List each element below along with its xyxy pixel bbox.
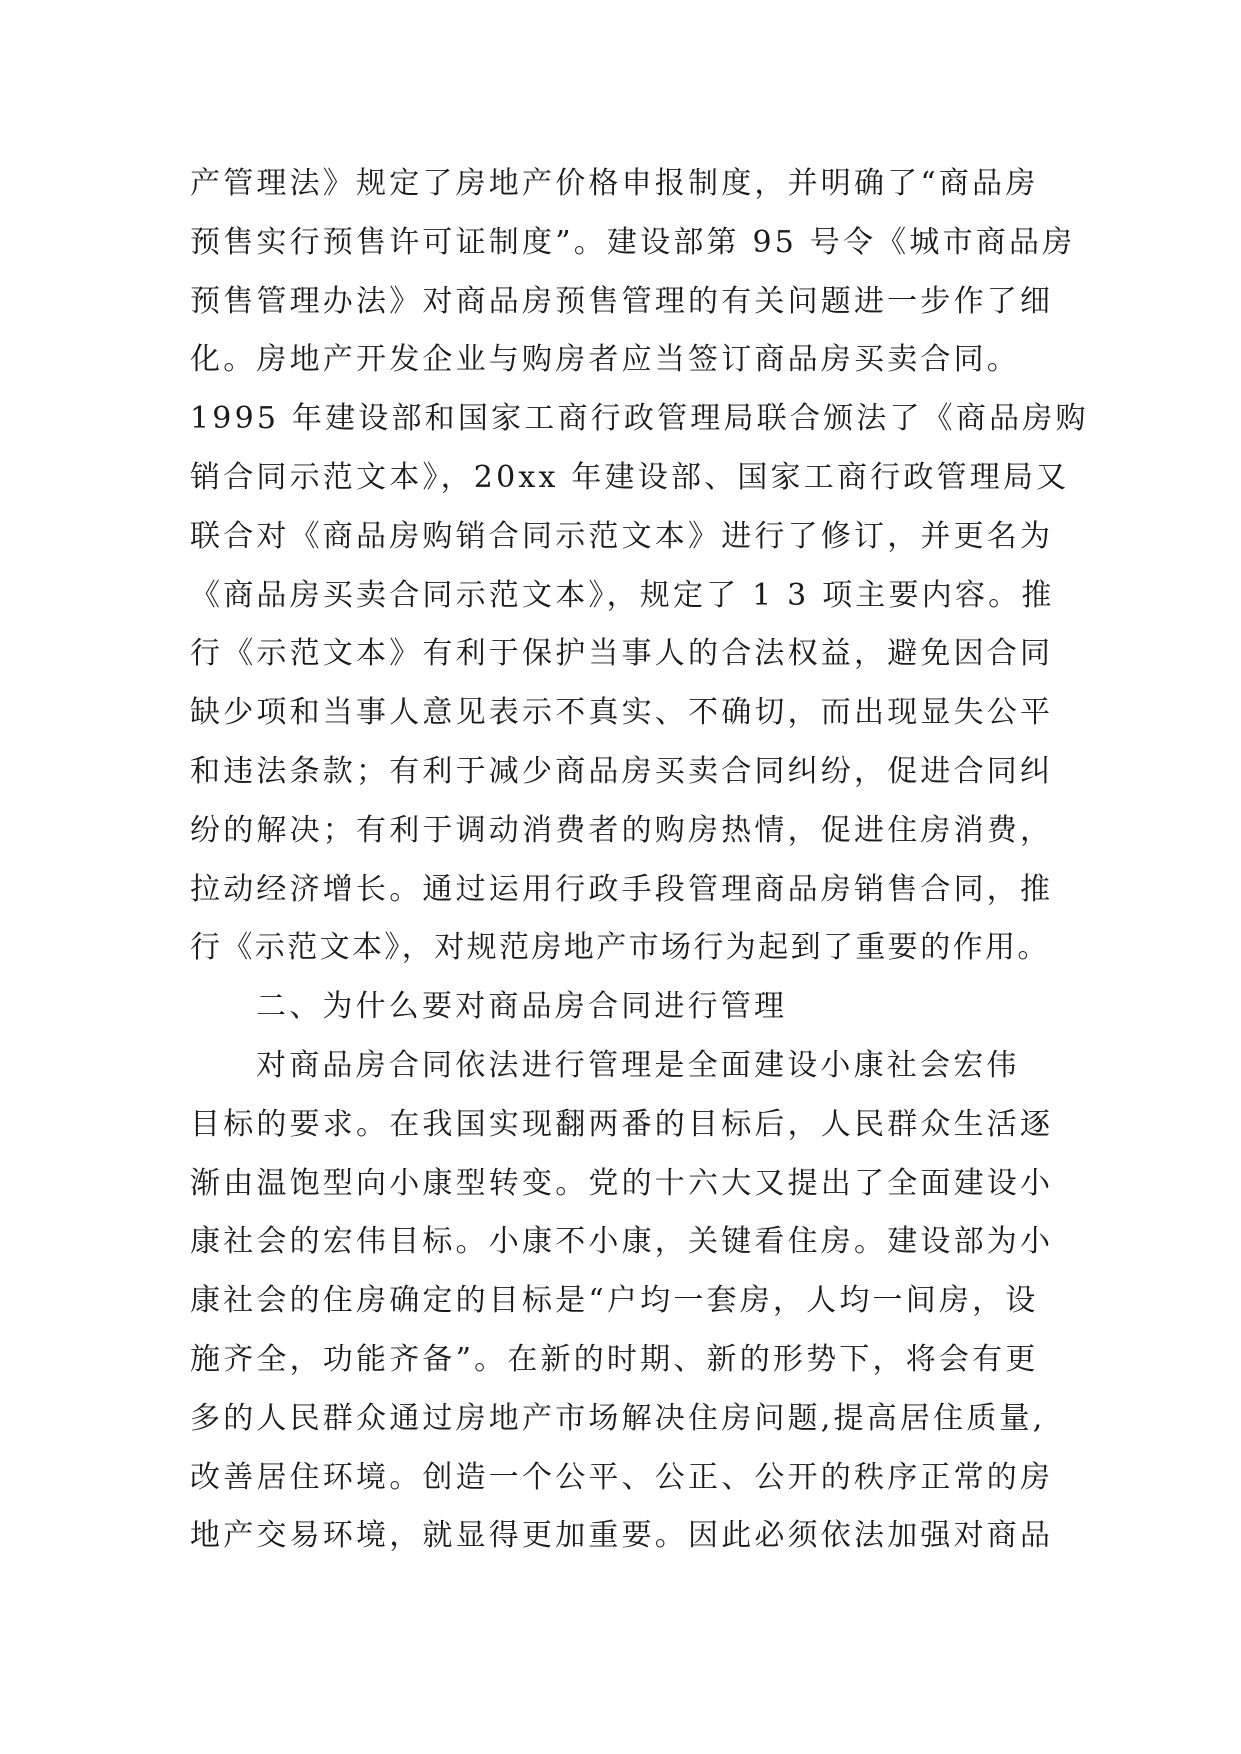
text-line: 和违法条款；有利于减少商品房买卖合同纠纷，促进合同纠 xyxy=(190,753,1054,789)
text-line: 预售管理办法》对商品房预售管理的有关问题进一步作了细 xyxy=(190,283,1054,319)
section-heading: 二、为什么要对商品房合同进行管理 xyxy=(256,989,788,1025)
text-line: 目标的要求。在我国实现翻两番的目标后，人民群众生活逐 xyxy=(190,1106,1054,1142)
document-body xyxy=(190,155,1089,1566)
text-line: 预售实行预售许可证制度”。建设部第 95 号令《城市商品房 xyxy=(190,224,1076,260)
text-line: 渐由温饱型向小康型转变。党的十六大又提出了全面建设小 xyxy=(190,1165,1054,1201)
text-line: 康社会的住房确定的目标是“户均一套房，人均一间房，设 xyxy=(190,1283,1039,1319)
text-line: 康社会的宏伟目标。小康不小康，关键看住房。建设部为小 xyxy=(190,1224,1054,1260)
text-line: 拉动经济增长。通过运用行政手段管理商品房销售合同，推 xyxy=(190,871,1054,907)
text-line: 联合对《商品房购销合同示范文本》进行了修订，并更名为 xyxy=(190,518,1054,554)
text-line: 产管理法》规定了房地产价格申报制度，并明确了“商品房 xyxy=(190,166,1039,201)
text-line: 销合同示范文本》，20xx 年建设部、国家工商行政管理局又 xyxy=(190,459,1070,495)
text-line: 行《示范文本》，对规范房地产市场行为起到了重要的作用。 xyxy=(190,930,1050,966)
text-line: 地产交易环境，就显得更加重要。因此必须依法加强对商品 xyxy=(190,1518,1054,1554)
text-line: 缺少项和当事人意见表示不真实、不确切，而出现显失公平 xyxy=(190,695,1054,731)
text-line: 1995 年建设部和国家工商行政管理局联合颁法了《商品房购 xyxy=(190,401,1089,437)
text-line: 施齐全，功能齐备”。在新的时期、新的形势下，将会有更 xyxy=(190,1341,1039,1377)
text-line: 《商品房买卖合同示范文本》，规定了 1 3 项主要内容。推 xyxy=(190,577,1055,613)
text-line: 行《示范文本》有利于保护当事人的合法权益，避免因合同 xyxy=(190,636,1054,672)
text-line: 多的人民群众通过房地产市场解决住房问题,提高居住质量, xyxy=(190,1400,1046,1436)
text-line: 改善居住环境。创造一个公平、公正、公开的秩序正常的房 xyxy=(190,1459,1054,1495)
paragraph-first-line: 对商品房合同依法进行管理是全面建设小康社会宏伟 xyxy=(256,1047,1020,1083)
text-line: 纷的解决；有利于调动消费者的购房热情，促进住房消费， xyxy=(190,812,1054,848)
text-line: 化。房地产开发企业与购房者应当签订商品房买卖合同。 xyxy=(190,342,1020,378)
